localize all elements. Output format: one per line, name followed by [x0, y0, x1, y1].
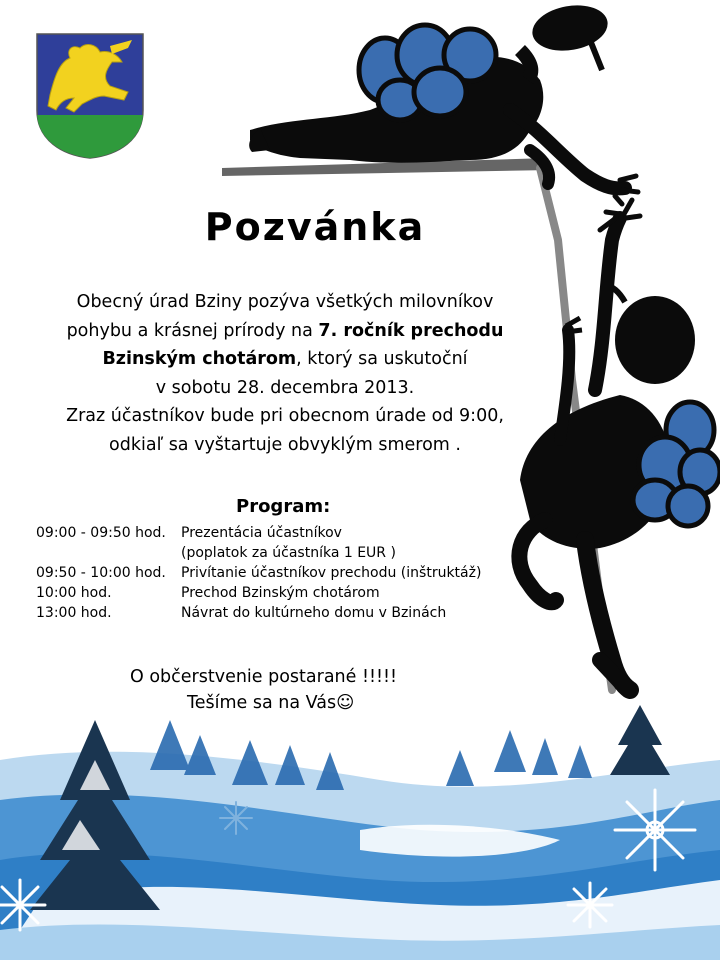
intro-line: v sobotu 28. decembra 2013.: [155, 377, 415, 398]
program-heading: Program:: [236, 496, 331, 517]
program-time: 13:00 hod.: [36, 605, 112, 621]
intro-line: Zraz účastníkov bude pri obecnom úrade od 9:00,: [66, 406, 504, 426]
intro-line: [20, 345, 550, 374]
program-time: 10:00 hod.: [36, 585, 112, 601]
program-list: [36, 523, 556, 623]
closing-greeting: [187, 693, 354, 713]
program-time: 09:50 - 10:00 hod.: [36, 565, 166, 581]
intro-line: Obecný úrad Bziny pozýva všetkých milovníkov: [76, 292, 494, 312]
program-row: [36, 583, 556, 603]
closing-text: Tešíme sa na Vás: [187, 693, 337, 713]
program-row: [36, 543, 556, 563]
page-title: Pozvánka: [204, 205, 426, 249]
winter-landscape-icon: [0, 705, 720, 960]
smiley-icon: ☺: [336, 693, 355, 713]
program-time: 09:00 - 09:50 hod.: [36, 525, 166, 541]
program-desc: Prechod Bzinským chotárom: [181, 585, 380, 601]
intro-text-span: pohybu a krásnej prírody na: [66, 320, 319, 341]
program-row: [36, 563, 556, 583]
refreshments-note: O občerstvenie postarané !!!!!: [130, 667, 398, 687]
program-row: [36, 523, 556, 543]
program-desc: Prezentácia účastníkov: [181, 525, 342, 541]
coat-of-arms-icon: [37, 34, 143, 158]
program-desc: (poplatok za účastníka 1 EUR ): [181, 545, 396, 561]
intro-text-span: , ktorý sa uskutoční: [296, 349, 468, 369]
program-desc: Privítanie účastníkov prechodu (inštruktáž): [181, 565, 482, 581]
program-desc: Návrat do kultúrneho domu v Bzinách: [181, 605, 447, 621]
intro-text: [20, 288, 550, 459]
program-row: [36, 603, 556, 623]
intro-bold-span: 7. ročník prechodu: [318, 320, 504, 341]
intro-line: odkiaľ sa vyštartuje obvyklým smerom .: [109, 434, 461, 455]
intro-bold-span: Bzinským chotárom: [102, 349, 297, 369]
intro-line: [20, 317, 550, 346]
